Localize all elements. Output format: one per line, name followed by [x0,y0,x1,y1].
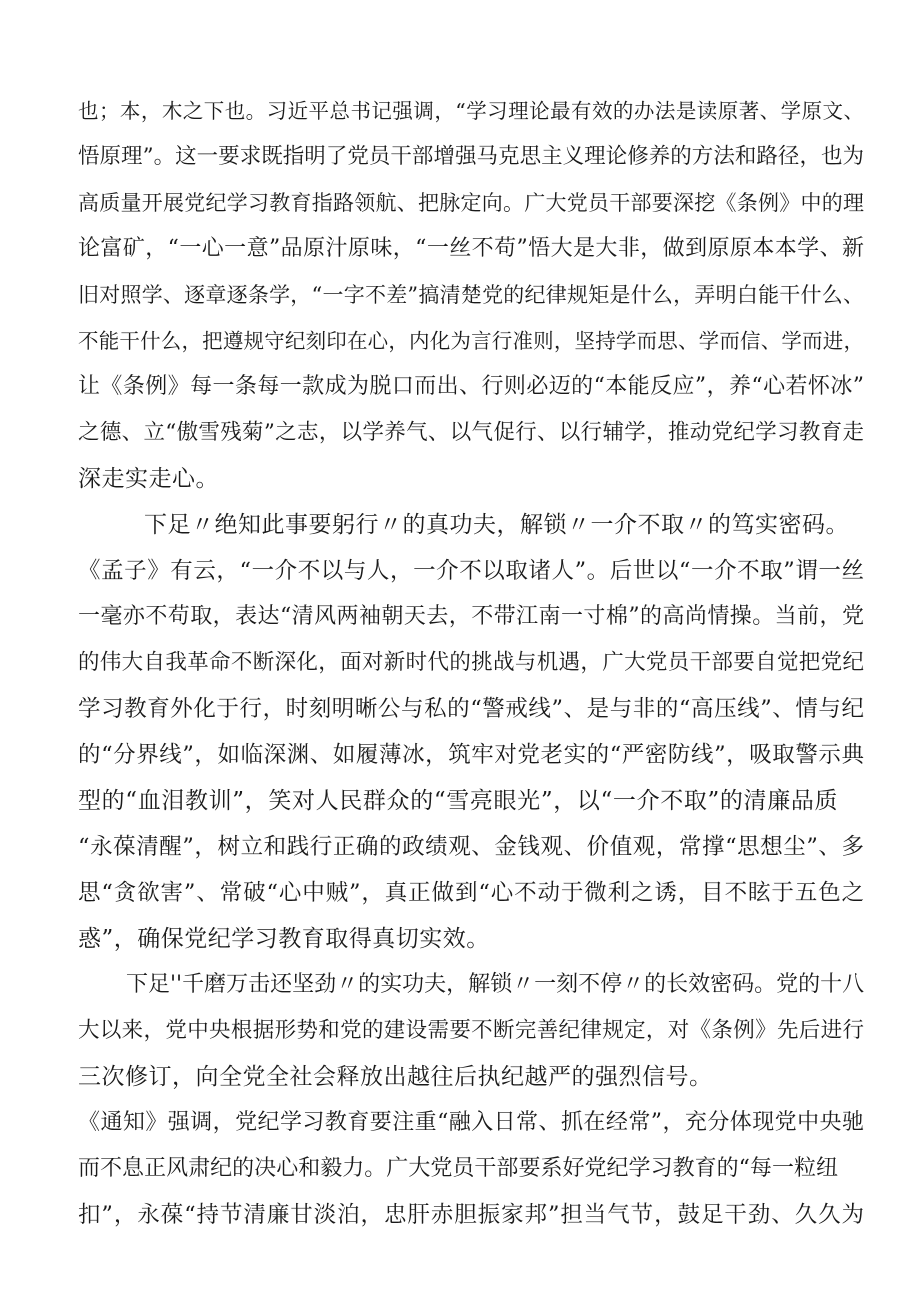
text-line: 《孟子》有云，“一介不以与人，一介不以取诸人”。后世以“一介不取”谓一丝 [78,558,864,584]
text-line: 的伟大自我革命不断深化，面对新时代的挑战与机遇，广大党员干部要自觉把党纪 [78,650,864,675]
text-line: 《通知》强调，党纪学习教育要注重“融入日常、抓在经常”，充分体现党中央驰 [78,1110,864,1135]
text-line: 扣”，永葆“持节清廉甘淡泊，忠肝赤胆振家邦”担当气节，鼓足干劲、久久为 [78,1202,864,1228]
text-line: 大以来，党中央根据形势和党的建设需要不断完善纪律规定，对《条例》先后进行 [78,1018,864,1043]
text-line: 的“分界线”，如临深渊、如履薄冰，筑牢对党老实的“严密防线”，吸取警示典 [78,742,864,768]
section-heading: 下足''千磨万击还坚劲〃的实功夫，解锁〃一刻不停〃的长效密码。党的十八 [126,972,865,997]
text-line: 之德、立“傲雪残菊”之志，以学养气、以气促行、以行辅学，推动党纪学习教育走 [78,420,864,445]
text-line: 惑”，确保党纪学习教育取得真切实效。 [78,926,490,952]
text-line: 不能干什么，把遵规守纪刻印在心，内化为言行准则，坚持学而思、学而信、学而进， [78,329,864,353]
text-line: “永葆清醒”，树立和践行正确的政绩观、金钱观、价值观，常撑“思想尘”、多 [78,834,864,860]
text-line: 而不息正风肃纪的决心和毅力。广大党员干部要系好党纪学习教育的“每一粒纽 [78,1156,838,1181]
text-line: 论富矿，“一心一意”品原汁原味，“一丝不苟”悟大是大非，做到原原本本学、新 [78,236,864,261]
text-line: 深走实走心。 [78,466,219,492]
text-line: 高质量开展党纪学习教育指路领航、把脉定向。广大党员干部要深挖《条例》中的理 [78,191,864,215]
text-line: 也；本，木之下也。习近平总书记强调，“学习理论最有效的办法是读原著、学原文、 [78,99,864,123]
text-line: 三次修订，向全党全社会释放出越往后执纪越严的强烈信号。 [78,1064,713,1090]
text-line: 让《条例》每一条每一款成为脱口而出、行则必迈的“本能反应”，养“心若怀冰” [78,374,864,399]
section-heading: 下足〃绝知此事要躬行〃的真功夫，解锁〃一介不取〃的笃实密码。 [144,512,849,538]
text-line: 悟原理”。这一要求既指明了党员干部增强马克思主义理论修养的方法和路径，也为 [78,144,864,169]
text-line: 一毫亦不苟取，表达“清风两袖朝天去，不带江南一寸棉”的高尚情操。当前，党 [78,604,864,629]
text-line: 旧对照学、逐章逐条学，“一字不差”搞清楚党的纪律规矩是什么，弄明白能干什么、 [78,283,864,307]
text-line: 型的“血泪教训”，笑对人民群众的“雪亮眼光”，以“一介不取”的清廉品质 [78,788,838,814]
text-line: 思“贪欲害”、常破“心中贼”，真正做到“心不动于微利之诱，目不眩于五色之 [78,880,864,906]
text-line: 学习教育外化于行，时刻明晰公与私的“警戒线”、是与非的“高压线”、情与纪 [78,696,864,722]
